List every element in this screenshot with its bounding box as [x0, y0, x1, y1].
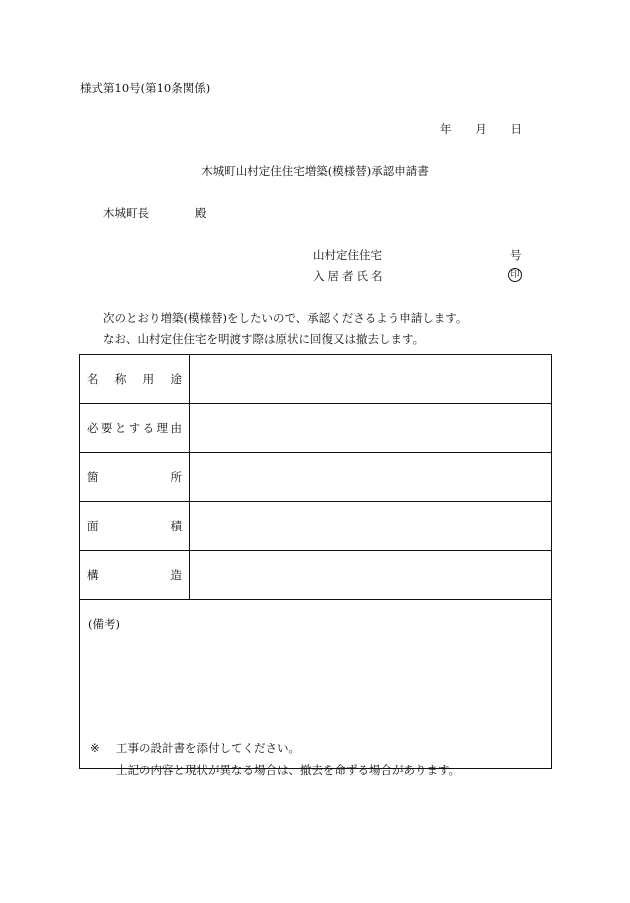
label-char: 途 [170, 372, 182, 386]
row-label-chars [87, 518, 182, 534]
date-year: 年 [440, 122, 452, 136]
row-label [80, 502, 190, 551]
note-line-1: 工事の設計書を添付してください。 [116, 741, 300, 755]
label-char: 名 [87, 372, 99, 386]
application-table [79, 354, 552, 769]
area-field[interactable] [190, 502, 552, 551]
label-char: 積 [170, 519, 182, 533]
date-day: 日 [510, 122, 522, 136]
remarks-label: (備考) [88, 617, 120, 631]
label-char: 必 [87, 421, 99, 435]
note-line-2: 上記の内容と現状が異なる場合は、撤去を命ずる場合があります。 [116, 763, 461, 777]
label-char: 用 [142, 372, 155, 386]
house-number-suffix: 号 [510, 248, 522, 262]
location-field[interactable] [190, 453, 552, 502]
label-char: 所 [170, 470, 182, 484]
name-use-field[interactable] [190, 355, 552, 404]
date-month: 月 [475, 122, 487, 136]
structure-field[interactable] [190, 551, 552, 600]
label-char: と [114, 421, 127, 435]
note-mark: ※ [90, 741, 100, 755]
row-label [80, 404, 190, 453]
table-row [80, 502, 552, 551]
row-label-chars [87, 469, 182, 485]
row-label-chars [87, 567, 182, 583]
label-char: す [128, 421, 141, 435]
body-paragraph-2: なお、山村定住住宅を明渡す際は原状に回復又は撤去します。 [103, 332, 425, 346]
house-label: 山村定住住宅 [313, 248, 382, 262]
table-row [80, 404, 552, 453]
row-label [80, 453, 190, 502]
label-char: 箇 [87, 470, 99, 484]
row-label-chars [87, 420, 182, 436]
seal-mark: 印 [508, 268, 522, 282]
date-line [440, 124, 522, 136]
label-char: 造 [170, 568, 182, 582]
body-paragraph-1: 次のとおり増築(模様替)をしたいので、承認くださるよう申請します。 [103, 311, 468, 325]
label-char: 称 [114, 372, 127, 386]
label-char: 理 [156, 421, 169, 435]
table-row [80, 453, 552, 502]
row-label-chars [87, 371, 182, 387]
table-row [80, 551, 552, 600]
row-label [80, 355, 190, 404]
table-row [80, 355, 552, 404]
addressee-name: 木城町長 [103, 206, 149, 220]
label-char: 要 [100, 421, 113, 435]
document-title: 木城町山村定住住宅増築(模様替)承認申請書 [201, 164, 429, 178]
label-char: る [142, 421, 155, 435]
label-char: 由 [170, 421, 182, 435]
row-label [80, 551, 190, 600]
label-char: 面 [87, 519, 99, 533]
addressee-honorific: 殿 [195, 206, 207, 220]
label-char: 構 [87, 568, 99, 582]
reason-field[interactable] [190, 404, 552, 453]
form-number: 様式第10号(第10条関係) [80, 81, 211, 95]
resident-name-label: 入居者氏名 [313, 269, 386, 283]
